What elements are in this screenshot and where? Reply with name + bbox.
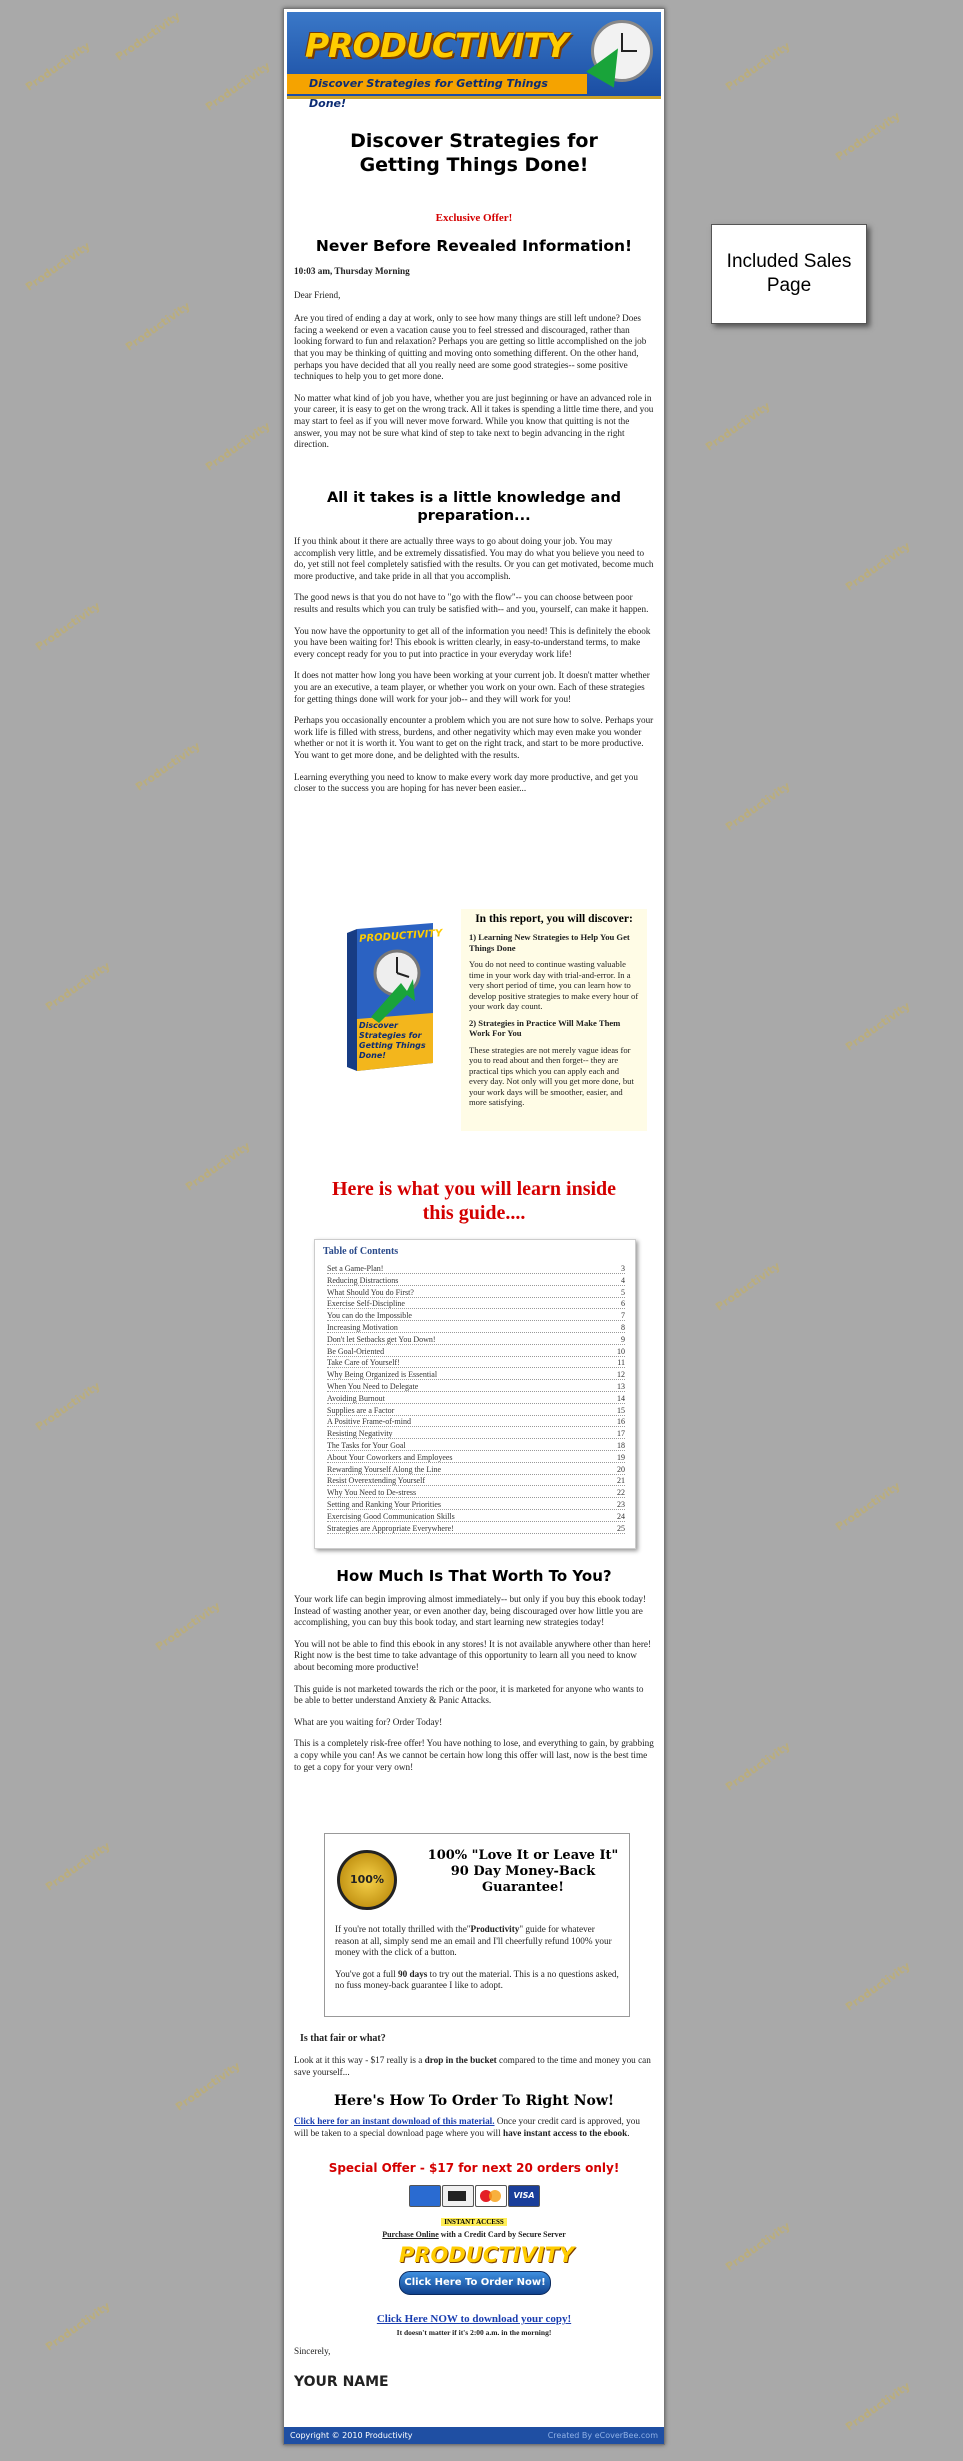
toc-leader [327,1379,625,1380]
toc-leader [327,1497,625,1498]
watermark: Productivity [843,1959,913,2014]
order-logo: PRODUCTIVITY [399,2243,575,2267]
watermark: Productivity [833,109,903,164]
watermark: Productivity [173,2059,243,2114]
amex-icon [442,2185,474,2207]
letter-intro [294,266,654,451]
toc-row [327,1264,625,1276]
toc-row-title: About Your Coworkers and Employees [327,1452,453,1462]
letter-body [294,536,654,795]
card-icon [409,2185,441,2207]
ebook-title: PRODUCTIVITY [358,928,443,945]
report-point-text: These strategies are not merely vague ideas for you to read about and then forget-- they are practical tips which you can apply each and every day. Not only will you get more done, but your work days will be smoother, easier, and more satisfying. [469,1044,634,1107]
secure-purchase [294,2211,654,2241]
toc-row [327,1465,625,1477]
paragraph: If you think about it there are actually three ways to go about doing your job. You may accomplish very little, and be extremely dissatisfied. You may do what you believe you need to do, yet still not feel completely satisfied with the results. Or you can get motivated, become much more productive, and take pride in all that you accomplish. [294,536,654,581]
fair-question: Is that fair or what? [300,2033,386,2044]
fair-block [294,2033,654,2045]
paragraph: This is a completely risk-free offer! You have nothing to lose, and everything to gain, by grabbing a copy while you can! As we cannot be certain how long this offer will last, now is the best time to get a copy for your very own! [294,1738,654,1772]
toc-row-page: 5 [621,1287,625,1297]
watermark: Productivity [33,599,103,654]
secure-server-text: Purchase Online with a Credit Card by Secure Server [382,2230,566,2239]
toc-row [327,1394,625,1406]
learn-heading: Here is what you will learn inside this guide.... [331,1178,617,1224]
paragraph: No matter what kind of job you have, whether you are just beginning or have an advanced role in your career, it is easy to get on the wrong track. All it takes is spending a little time there, and you may start to feel as if you will never move forward. While you know that quitting is not the answer, you may not be sure what kind of step to take next to begin advancing in the right direction. [294,392,654,450]
watermark: Productivity [153,1599,223,1654]
toc-row-page: 9 [621,1334,625,1344]
toc-row-title: Exercise Self-Discipline [327,1299,405,1309]
toc-leader [327,1285,625,1286]
toc-row-title: Setting and Ranking Your Priorities [327,1500,442,1509]
footer-credit: Created By eCoverBee.com [547,2431,658,2440]
toc-row-title: Rewarding Yourself Along the Line [327,1464,441,1474]
download-link[interactable]: Click Here NOW to download your copy! [376,2313,572,2325]
toc-leader [327,1332,625,1333]
sales-page [283,8,665,2445]
section-heading: All it takes is a little knowledge and preparation... [326,490,622,524]
worth-heading-block [294,1567,654,1585]
toc-leader [327,1367,625,1368]
toc-row [327,1323,625,1335]
toc-row-title: Take Care of Yourself! [327,1358,400,1368]
toc-row-title: Resist Overextending Yourself [327,1476,425,1486]
paragraph: What are you waiting for? Order Today! [294,1716,443,1727]
watermark: Productivity [843,2379,913,2434]
watermark: Productivity [23,39,93,94]
paragraph: You now have the opportunity to get all of the information you need! This is definitely the ebook you have been waiting for! This ebook is written clearly, in easy-to-understand terms, to make every concept ready for you to put into practice in your everyday work life! [294,625,651,659]
toc-row [327,1311,625,1323]
toc-row-title: Reducing Distractions [327,1275,399,1285]
watermark: Productivity [843,999,913,1054]
toc-row-title: Don't let Setbacks get You Down! [327,1334,436,1344]
toc-row-title: Resisting Negativity [327,1429,393,1439]
knowledge-heading-block [294,489,654,525]
guarantee-heading: 100% "Love It or Leave It" 90 Day Money-Back Guarantee! [427,1848,619,1895]
watermark: Productivity [203,59,273,114]
payment-cards [409,2185,549,2209]
toc-row-title: Exercising Good Communication Skills [327,1511,455,1521]
toc-leader [327,1344,625,1345]
ebook-subtitle: Discover Strategies for Getting Things Done! [359,1021,426,1060]
toc-row-page: 3 [621,1264,625,1273]
report-heading: In this report, you will discover: [475,913,633,925]
watermark: Productivity [113,9,183,64]
toc-row-title: Supplies are a Factor [327,1405,395,1415]
toc-row [327,1500,625,1512]
toc-row [327,1288,625,1300]
watermark: Productivity [723,779,793,834]
exclusive-offer: Exclusive Offer! [435,212,513,224]
toc-row-title: Why You Need to De-stress [327,1488,417,1498]
toc-row-page: 21 [617,1476,625,1486]
paragraph: Your work life can begin improving almost immediately-- but only if you buy this ebook today! Instead of wasting another year, or even another day, being discouraged over how little you are accomplishing, you can buy this book today, and start learning new strategies today! [294,1594,646,1628]
guarantee-text: If you're not totally thrilled with the"Productivity" guide for whatever reason at all, simply send me an email and I'll cheerfully refund 100% your money with the click of a button. [335,1924,612,1958]
worth-body [294,1594,654,1773]
paragraph: Are you tired of ending a day at work, only to see how many things are still left undone? Does facing a weekend or even a vacation cause you to feel stressed and discouraged, rather than looking forward to fun and relaxation? Perhaps you are getting so little accomplished on the job that you may be thinking of quitting and moving onto something different. On the other hand, perhaps you have decided that all you really need are some good strategies-- some positive techniques to help you to get more done. [294,313,647,382]
guarantee-text: You've got a full 90 days to try out the material. This is a no questions asked, no fuss money-back guarantee I like to adopt. [335,1968,619,1991]
signature-block [294,2373,654,2391]
header-tagline: Discover Strategies for Getting Things Done! [287,74,587,94]
order-now-button[interactable]: Click Here To Order Now! [399,2271,551,2295]
toc-row [327,1347,625,1359]
toc-row-page: 23 [617,1500,625,1509]
mastercard-icon [475,2185,507,2207]
toc-row [327,1276,625,1288]
download-note: It doesn't matter if it's 2:00 a.m. in the morning! [396,2328,552,2337]
watermark: Productivity [133,739,203,794]
report-point-text: You do not need to continue wasting valuable time in your work day with trial-and-error. In a very short period of time, you can learn how to develop positive strategies to make every hour of your work day count. [469,959,639,1011]
toc-row [327,1335,625,1347]
toc-row-title: When You Need to Delegate [327,1382,419,1391]
toc-row-page: 7 [621,1311,625,1321]
special-offer-block [294,2161,654,2175]
toc-row-title: Strategies are Appropriate Everywhere! [327,1523,454,1533]
toc-leader [327,1426,625,1427]
guarantee-seal-icon: 100% [337,1850,397,1910]
order-text-block [294,2116,654,2139]
toc-row-page: 11 [617,1358,625,1368]
toc-row-page: 4 [621,1275,625,1285]
toc-row-page: 15 [617,1405,625,1415]
dateline: 10:03 am, Thursday Morning [294,266,410,276]
toc-title: Table of Contents [323,1246,399,1257]
greeting: Dear Friend, [294,289,341,300]
subheading: Never Before Revealed Information! [315,237,633,255]
footer [284,2427,664,2444]
toc-row-page: 17 [617,1429,625,1439]
toc-row-page: 8 [621,1323,625,1332]
toc-row [327,1524,625,1536]
report-point-title: 2) Strategies in Practice Will Make Them Work For You [469,1017,621,1038]
toc-leader [327,1450,625,1451]
toc-leader [327,1320,625,1321]
toc-row [327,1512,625,1524]
order-heading-block [294,2093,654,2109]
toc-leader [327,1297,625,1298]
watermark: Productivity [723,2219,793,2274]
toc-leader [327,1356,625,1357]
watermark: Productivity [833,1479,903,1534]
closing: Sincerely, [294,2346,331,2356]
special-offer: Special Offer - $17 for next 20 orders only! [328,2161,620,2175]
toc-leader [327,1485,625,1486]
instant-access-badge: INSTANT ACCESS [441,2218,506,2226]
signature: YOUR NAME [294,2374,389,2390]
toc-leader [327,1533,625,1534]
order-heading: Here's How To Order To Right Now! [333,2093,615,2109]
ebook-cover [341,921,441,1071]
worth-heading: How Much Is That Worth To You? [336,1567,612,1585]
toc-row-title: A Positive Frame-of-mind [327,1417,411,1427]
paragraph: Perhaps you occasionally encounter a problem which you are not sure how to solve. Perhaps your work life is filled with stress, burdens, and other negativity which may even make you wonder whether or not it is worth it. You want to get on the right track, and start to be more productive. You want to get more done, and be delighted with the results. [294,715,654,760]
watermark: Productivity [43,959,113,1014]
toc-row-page: 25 [617,1523,625,1533]
logo-text: PRODUCTIVITY [305,26,569,65]
toc-row-page: 10 [617,1346,625,1356]
guarantee-body [335,1924,621,1992]
toc-row-page: 19 [617,1452,625,1462]
toc-row-page: 6 [621,1299,625,1309]
toc-leader [327,1308,625,1309]
watermark: Productivity [43,2299,113,2354]
toc-row-page: 14 [617,1393,625,1403]
toc-row-page: 18 [617,1441,625,1450]
page-title: Discover Strategies for Getting Things Done! [350,130,598,176]
toc-row-title: Why Being Organized is Essential [327,1370,438,1380]
paragraph: This guide is not marketed towards the rich or the poor, it is marketed for anyone who wants to be able to better understand Anxiety & Panic Attacks. [294,1683,644,1706]
report-box [461,909,647,1131]
watermark: Productivity [23,239,93,294]
toc-leader [327,1462,625,1463]
toc-leader [327,1509,625,1510]
toc-row [327,1382,625,1394]
report-point-title: 1) Learning New Strategies to Help You Get Things Done [469,932,630,953]
paragraph: Learning everything you need to know to make every work day more productive, and get you closer to the success you are hoping for has never been easier... [294,771,638,794]
watermark: Productivity [703,399,773,454]
toc-row-title: The Tasks for Your Goal [327,1441,406,1450]
toc-leader [327,1474,625,1475]
watermark: Productivity [43,1839,113,1894]
toc-row-page: 22 [617,1488,625,1498]
toc-row [327,1358,625,1370]
paragraph: The good news is that you do not have to "go with the flow"-- you can choose between poor results and results which you can truly be satisfied with-- and you, yourself, can make it happen. [294,592,649,614]
toc-leader [327,1273,625,1274]
toc-leader [327,1403,625,1404]
toc-leader [327,1391,625,1392]
toc-row [327,1417,625,1429]
toc-row-title: What Should You do First? [327,1287,414,1297]
order-text: Click here for an instant download of this material. Once your credit card is approved, you will be taken to a special download page where you will have instant access to the ebook. [294,2116,640,2138]
toc-row [327,1406,625,1418]
closing-block [294,2346,654,2358]
toc-row-title: Set a Game-Plan! [327,1264,384,1273]
watermark: Productivity [723,1739,793,1794]
watermark: Productivity [33,1379,103,1434]
watermark: Productivity [203,419,273,474]
toc-leader [327,1438,625,1439]
toc-leader [327,1415,625,1416]
toc-row [327,1476,625,1488]
main-headline-block [294,129,654,177]
watermark: Productivity [723,39,793,94]
watermark: Productivity [713,1259,783,1314]
toc-row [327,1441,625,1453]
toc-row [327,1370,625,1382]
side-note: Included Sales Page [711,224,867,324]
header-banner [287,12,661,110]
guarantee-box [324,1833,630,2017]
paragraph: You will not be able to find this ebook in any stores! It is not available anywhere other than here! Right now is the best time to take advantage of this opportunity to learn all you need to know about becoming more productive! [294,1638,652,1672]
toc-row-title: Avoiding Burnout [327,1393,385,1403]
subhead-block [294,237,654,255]
toc-row [327,1453,625,1465]
order-button-group[interactable] [399,2243,575,2299]
value-text: Look at it this way - $17 really is a drop in the bucket compared to the time and money you can save yourself... [294,2055,651,2077]
instant-download-link[interactable]: Click here for an instant download of this material. [294,2116,495,2126]
download-block [294,2309,654,2339]
toc-row-title: Be Goal-Oriented [327,1346,385,1356]
watermark: Productivity [183,1139,253,1194]
paragraph: It does not matter how long you have been working at your current job. It doesn't matter whether you are an executive, a team player, or whether you work on your own. Each of these strategies for getting things done will work for your job-- and they will work for you! [294,670,650,704]
watermark: Productivity [123,299,193,354]
toc-row-title: You can do the Impossible [327,1311,412,1321]
learn-heading-block [294,1177,654,1225]
copyright: Copyright © 2010 Productivity [290,2431,413,2440]
toc-row [327,1429,625,1441]
visa-icon: VISA [508,2185,540,2207]
toc-row-page: 16 [617,1417,625,1427]
toc-row-page: 12 [617,1370,625,1380]
toc-row [327,1488,625,1500]
toc-row-title: Increasing Motivation [327,1323,398,1332]
toc-row-page: 13 [617,1382,625,1391]
toc-row-page: 24 [617,1511,625,1521]
toc-row-page: 20 [617,1464,625,1474]
table-of-contents [314,1239,636,1549]
toc-row [327,1299,625,1311]
watermark: Productivity [843,539,913,594]
value-block [294,2055,654,2078]
toc-leader [327,1521,625,1522]
